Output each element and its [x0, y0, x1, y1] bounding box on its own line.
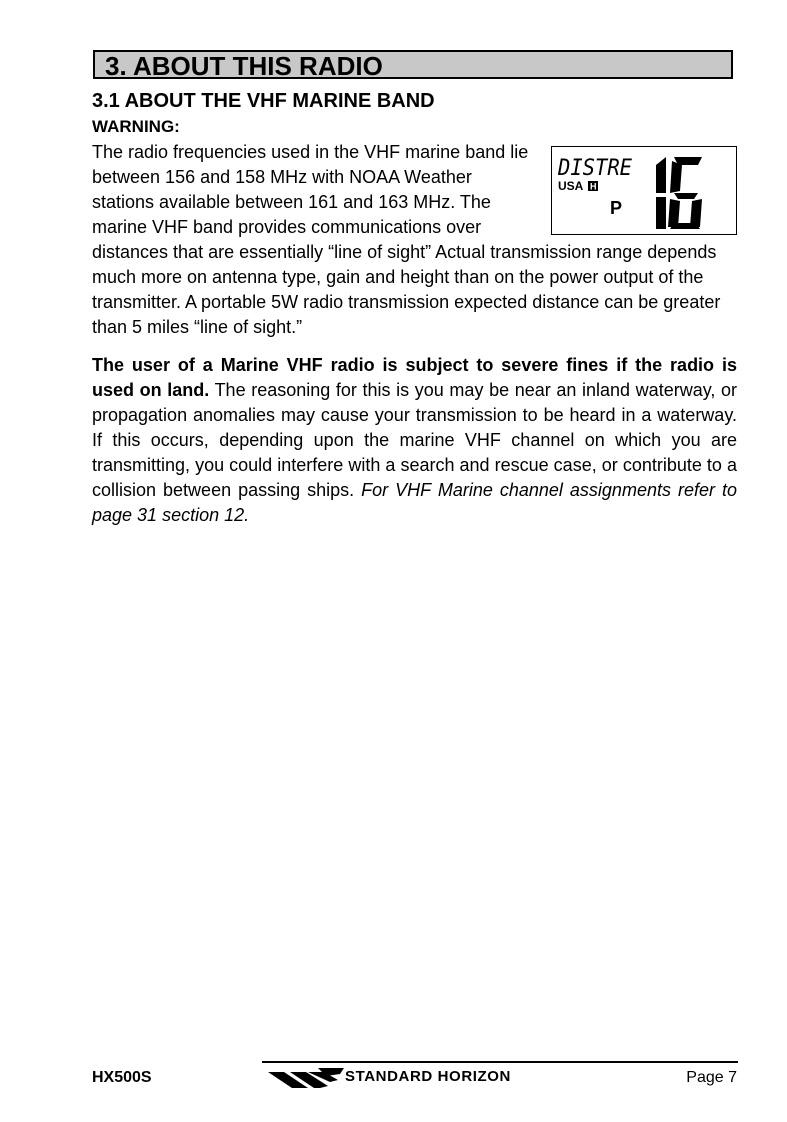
- warning-label: WARNING:: [92, 117, 180, 136]
- lcd-mode-text: DISTRE: [557, 156, 633, 181]
- footer-divider: [262, 1061, 738, 1063]
- paragraph-band-info-text: The radio frequencies used in the VHF marine band lie between 156 and 158 MHz with NOAA Weather stations available between 161 and 163 MHz. The marine VHF band provides communications over distances that are essentially “line of sight” Actual transmission range depends much more on antenna type, gain and height than on the power output of the transmitter. A portable 5W radio transmission expected distance can be greater than 5 miles “line of sight.”: [92, 142, 721, 337]
- footer-brand-logo: [268, 1066, 568, 1088]
- footer-model-name: HX500S: [92, 1069, 152, 1086]
- lcd-display-drawing: [552, 147, 738, 236]
- channel-assignment-reference: For VHF Marine channel assignments refer to page 31 section 12.: [92, 480, 737, 525]
- paragraph-band-info: [92, 140, 737, 340]
- lcd-display-figure: [551, 146, 737, 235]
- lcd-channel-digits: [656, 157, 702, 229]
- subsection-title: 3.1 ABOUT THE VHF MARINE BAND: [92, 90, 435, 112]
- lcd-h-badge-text: H: [590, 181, 597, 192]
- footer-brand-name: STANDARD HORIZON: [345, 1068, 511, 1085]
- land-use-bold-lead: The user of a Marine VHF radio is subject to severe fines if the radio is used on land.: [92, 355, 737, 400]
- section-title: 3. ABOUT THIS RADIO: [93, 50, 733, 79]
- lcd-p-indicator: P: [610, 198, 623, 218]
- standard-horizon-logo-icon: [268, 1066, 344, 1088]
- lcd-channel-value: 16: [552, 147, 554, 148]
- footer-page-number: Page 7: [686, 1069, 737, 1086]
- paragraph-land-use-warning: [92, 353, 737, 528]
- lcd-region-text: USA: [558, 179, 584, 193]
- land-use-body-text: The reasoning for this is you may be near an inland waterway, or propagation anomalies may cause your transmission to be heard in a waterway. If this occurs, depending upon the marine VHF channel on which you are transmitting, you could interfere with a search and rescue case, or contribute to a collision between passing ships.: [92, 380, 737, 500]
